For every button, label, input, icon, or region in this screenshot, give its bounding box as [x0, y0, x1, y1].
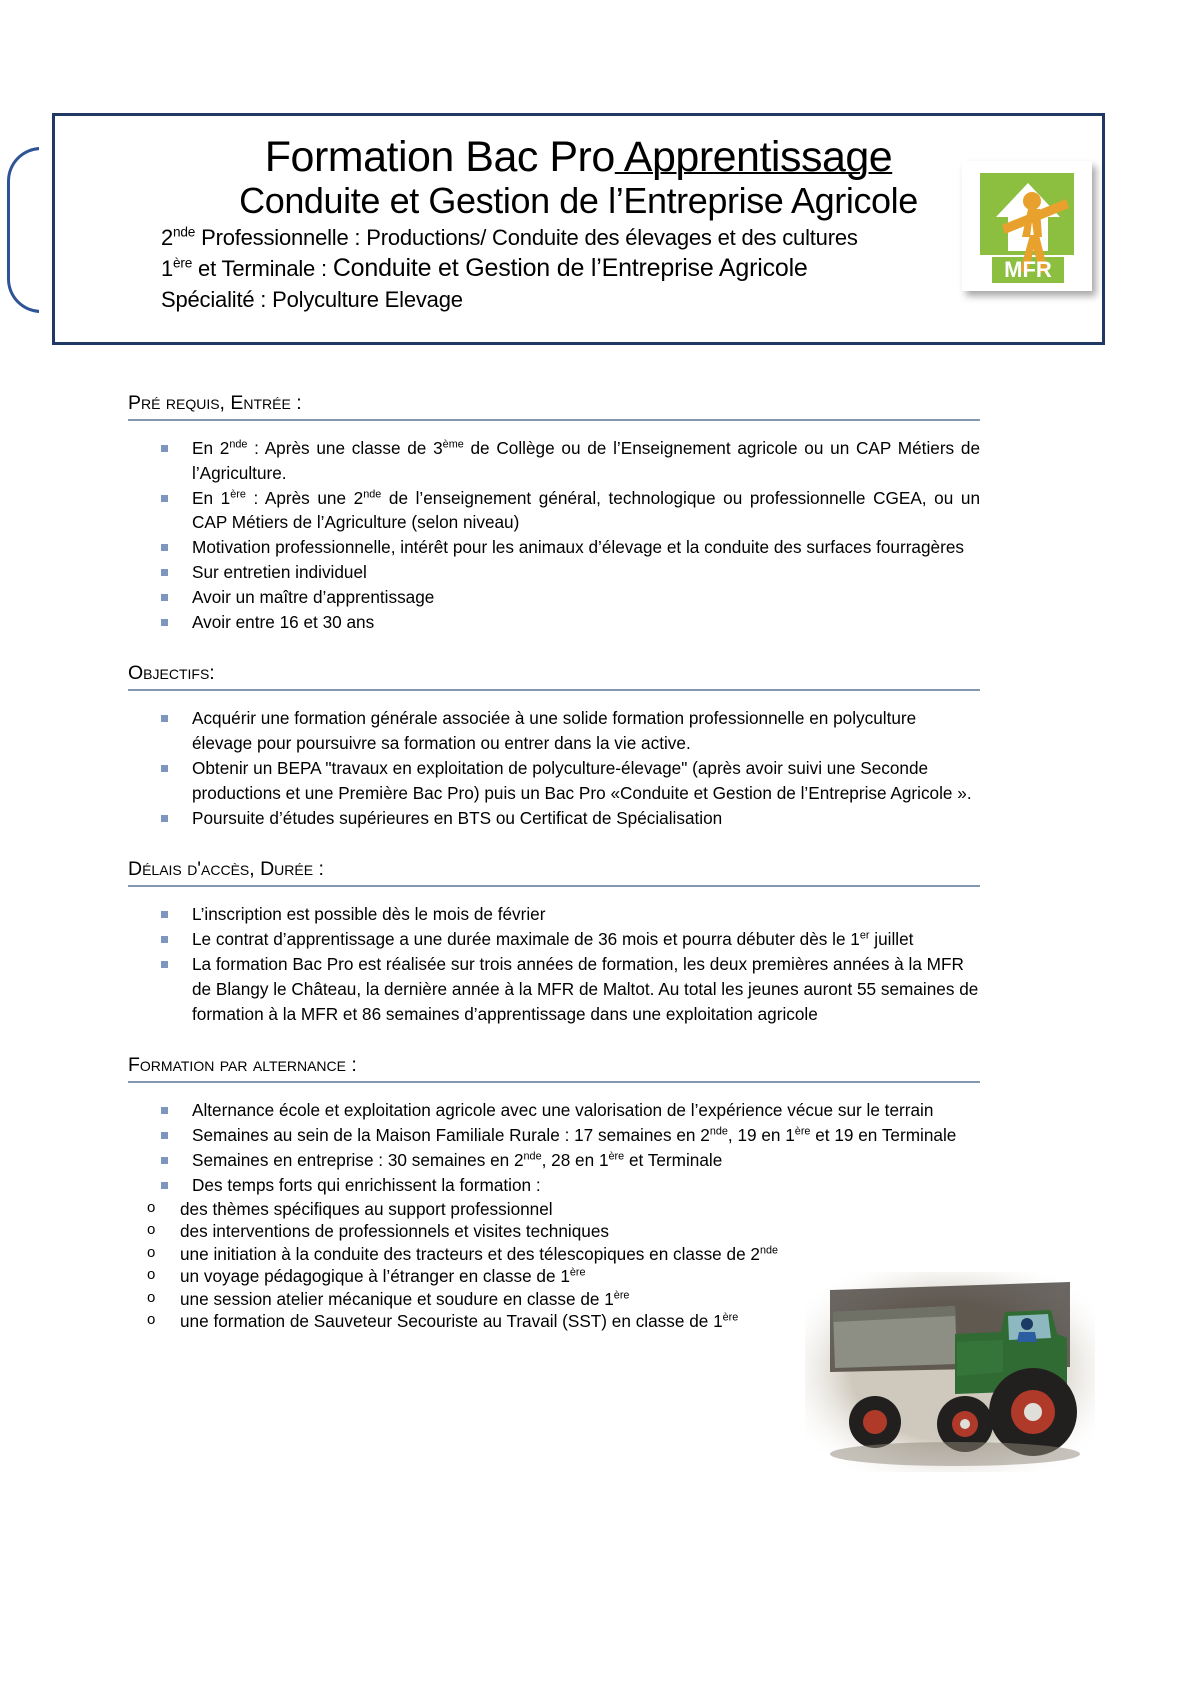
list-item: o une formation de Sauveteur Secouriste au Travail (SST) en classe de 1ère	[128, 1310, 980, 1333]
tractor-photo	[805, 1272, 1095, 1472]
header-box	[52, 113, 1105, 345]
list-pre-requis	[128, 436, 980, 634]
page-title	[79, 132, 1078, 182]
list-item: o des interventions de professionnels et visites techniques	[128, 1220, 980, 1243]
list-item: Avoir un maître d’apprentissage	[128, 585, 980, 610]
list-item: Alternance école et exploitation agricole avec une valorisation de l’expérience vécue sur le terrain	[128, 1098, 980, 1123]
section-heading-pre-requis: Pré requis, Entrée :	[128, 392, 980, 421]
level-premiere-number: 1	[161, 256, 174, 281]
list-formation-alternance	[128, 1098, 980, 1197]
mfr-logo-icon	[962, 161, 1092, 291]
level-line-seconde	[79, 222, 1078, 253]
title-main-prefix: Formation Bac Pro	[264, 133, 615, 181]
tractor-illustration	[805, 1272, 1095, 1472]
svg-text:MFR: MFR	[1004, 257, 1052, 282]
list-item: La formation Bac Pro est réalisée sur trois années de formation, les deux premières années à la MFR de Blangy le Château, la dernière année à la MFR de Maltot. Au total les jeunes auront 55 semaines de formation à la MFR et 86 semaines d’apprentissage dans une exploitation agricole	[128, 952, 980, 1026]
list-item: Avoir entre 16 et 30 ans	[128, 610, 980, 635]
list-item: En 1ère : Après une 2nde de l’enseignement général, technologique ou professionnelle CGEA, ou un CAP Métiers de l’Agriculture (selon niveau)	[128, 486, 980, 536]
title-main-suffix: Apprentissage	[614, 133, 893, 181]
list-item: Semaines en entreprise : 30 semaines en 2nde, 28 en 1ère et Terminale	[128, 1148, 980, 1173]
list-item: Le contrat d’apprentissage a une durée maximale de 36 mois et pourra débuter dès le 1er juillet	[128, 927, 980, 952]
header-flag-shape	[7, 147, 57, 313]
level-line-premiere-terminale	[79, 253, 1078, 284]
list-objectifs	[128, 706, 980, 830]
list-item: Motivation professionnelle, intérêt pour les animaux d’élevage et la conduite des surfaces fourragères	[128, 535, 980, 560]
level-seconde-rest: Professionnelle : Productions/ Conduite des élevages et des cultures	[195, 225, 858, 250]
section-heading-objectifs: Objectifs:	[128, 662, 980, 691]
section-delais-acces	[128, 858, 980, 1026]
mfr-logo	[962, 161, 1092, 291]
section-objectifs	[128, 662, 980, 830]
page-subtitle: Conduite et Gestion de l’Entreprise Agricole	[239, 180, 918, 221]
level-seconde-suffix: nde	[173, 224, 196, 240]
level-seconde-number: 2	[161, 225, 174, 250]
list-item: o une session atelier mécanique et soudure en classe de 1ère	[128, 1288, 980, 1311]
list-item: L’inscription est possible dès le mois de février	[128, 902, 980, 927]
list-item: Obtenir un BEPA "travaux en exploitation de polyculture-élevage" (après avoir suivi une Seconde productions et une Première Bac Pro) puis un Bac Pro «Conduite et Gestion de l’Entreprise Agricole ».	[128, 756, 980, 806]
speciality-line: Spécialité : Polyculture Elevage	[161, 287, 463, 312]
list-item: Semaines au sein de la Maison Familiale Rurale : 17 semaines en 2nde, 19 en 1ère et 19 en Terminale	[128, 1123, 980, 1148]
list-item: o une initiation à la conduite des tracteurs et des télescopiques en classe de 2nde	[128, 1243, 980, 1266]
document-body	[128, 392, 980, 1335]
section-heading-formation-alternance: Formation par alternance :	[128, 1054, 980, 1083]
list-item: o un voyage pédagogique à l’étranger en classe de 1ère	[128, 1265, 980, 1288]
list-item: Des temps forts qui enrichissent la formation :	[128, 1173, 980, 1198]
list-item: o des thèmes spécifiques au support professionnel	[128, 1198, 980, 1221]
list-item: En 2nde : Après une classe de 3ème de Collège ou de l’Enseignement agricole ou un CAP Métiers de l’Agriculture.	[128, 436, 980, 486]
level-premiere-mid: et Terminale :	[192, 256, 333, 281]
level-premiere-suffix: ère	[173, 255, 193, 271]
header-banner	[45, 113, 1105, 345]
section-heading-delais-acces: Délais d'accès, Durée :	[128, 858, 980, 887]
list-item: Poursuite d’études supérieures en BTS ou Certificat de Spécialisation	[128, 806, 980, 831]
list-item: Sur entretien individuel	[128, 560, 980, 585]
section-pre-requis	[128, 392, 980, 634]
list-item: Acquérir une formation générale associée à une solide formation professionnelle en polyculture élevage pour poursuivre sa formation ou entrer dans la vie active.	[128, 706, 980, 756]
level-premiere-title: Conduite et Gestion de l’Entreprise Agricole	[332, 254, 808, 282]
list-delais-acces	[128, 902, 980, 1026]
